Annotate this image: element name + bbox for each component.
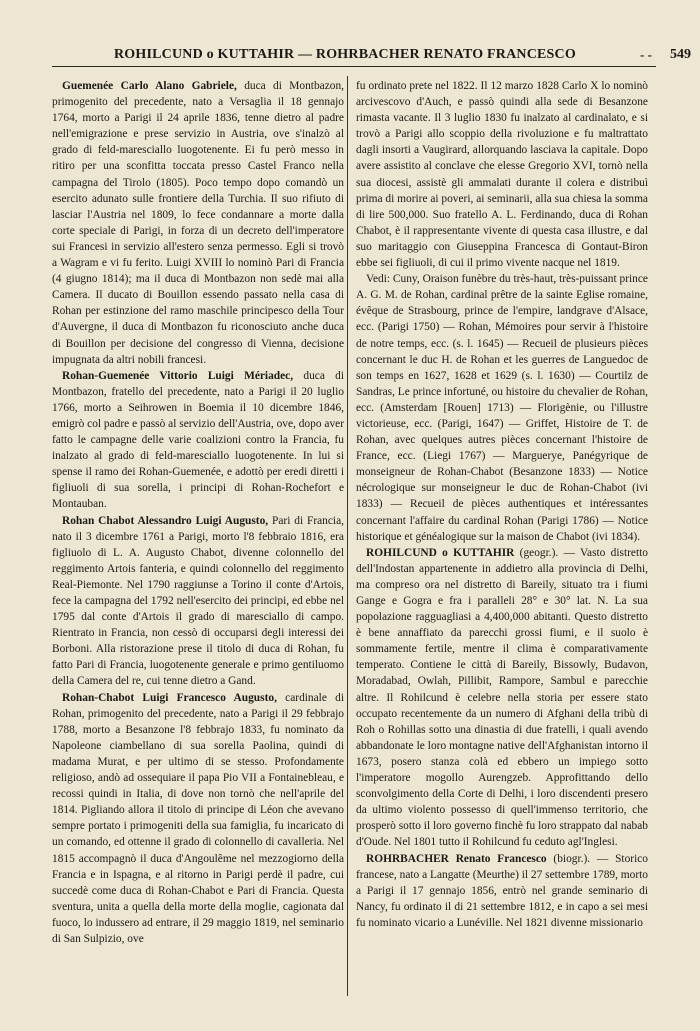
entry-body: duca di Montbazon, fratello del precedente, nato a Parigi il 20 luglio 1766, morto a Seihrowen in Boemia il 10 dicembre 1846, emigrò col padre e passò al servizio dell'Austria, ove, dopo aver fatto le campagne delle varie coalizioni contro la Francia, fu inalzato al grado di feld-maresciallo luogotenente. In lui si spense il ramo dei Rohan-Guemenée, e adottò per eredi diretti i figliuoli di sua sorella, i principi di Rohan-Rochefort e Montauban.: [52, 369, 345, 511]
entry-body: fu ordinato prete nel 1822. Il 12 marzo 1828 Carlo X lo nominò arcivescovo d'Auch, e passò quindi alla sede di Besanzone rimasta vacante. Il 3 luglio 1830 fu inalzato al cardinalato, e si trovò a Parigi allo scoppio della rivoluzione e fu maltrattato dagli insorti a Vaugirard, allorquando lasciava la capitale. Dopo avere assistito al conclave che elesse Gregorio XVI, tornò nella sua diocesi, assistè gli ammalati durante il colera e distribuì prima di morire ai poveri, ai seminarii, alla sua chiesa la somma di lire 500,000. Suo fratello A. L. Ferdinando, duca di Rohan Chabot, è il rappresentante vivente di questa casa illustre, e dal suo maritaggio con Giuseppina Francesca di Gontaut-Biron ebbe sei figliuoli, di cui il primo vivente nacque nel 1819.: [356, 80, 648, 270]
entry-rohan-chabot-alessandro: [52, 513, 344, 690]
left-column: [52, 78, 344, 947]
entry-heading: Rohan-Guemenée Vittorio Luigi Mériadec,: [62, 369, 294, 382]
entry-rohilcund: [356, 545, 648, 851]
entry-bibliography: [356, 271, 648, 545]
entry-continuation: [356, 78, 648, 271]
entry-body: (geogr.). — Vasto distretto dell'Indostan appartenente in addietro alla provincia di Delhi, ma compreso ora nel distretto di Bareily, situato tra i fiumi Gange e Gogra e fra i paralleli 28° e 30° lat. N. La sua popolazione ragguagliasi a 4,400,000 abitanti. Questo distretto è bene annaffiato da parecchi grossi fiumi, e il suolo è sommamente fertile, mentre il clima è comparativamente temperato. Contiene le città di Bareily, Bissowly, Budavon, Moradabad, Owlah, Pillibit, Rampore, Sambul e parecchie altre. Il Rohilcund è celebre nella storia per essere stato occupato recentemente da un numero di Afghani della tribù di Roh o Rohillas sotto una dinastia di due fratelli, i quali avendo abbandonate le loro montagne native dell'Afghanistan intorno il 1673, posero stanza colà ed ebbero un impiego sotto l'imperatore mogollo Aurengzeb. Approfittando dello sconvolgimento della Corte di Delhi, i loro discendenti presero da ultimo violento possesso di quell'immenso territorio, che prosperò sotto il loro governo finchè fu loro strappato dal nabab d'Oude. Nel 1801 tutto il Rohilcund fu ceduto agl'Inglesi.: [356, 546, 649, 849]
entry-rohrbacher: [356, 851, 648, 931]
entry-guemenee-vittorio: [52, 368, 344, 513]
entry-guemenee-carlo: [52, 78, 344, 368]
right-column: [356, 78, 648, 931]
entry-heading: Rohan Chabot Alessandro Luigi Augusto,: [62, 514, 269, 527]
entry-body: (biogr.). — Storico francese, nato a Langatte (Meurthe) il 27 settembre 1789, morto a Parigi il 17 gennajo 1856, entrò nel grande seminario di Nancy, fu ordinato il di 21 settembre 1812, e in capo a sei mesi fu nominato vicario a Lunéville. Nel 1821 divenne missionario: [356, 852, 648, 929]
entry-rohan-chabot-luigi: [52, 690, 344, 948]
entry-body: duca di Montbazon, primogenito del precedente, nato a Versaglia il 18 gennajo 1764, morto a Parigi il 24 aprile 1836, tenne dietro al padre nell'emigrazione e prese servizio in Austria, ove s'inalzò al grado di feld-maresciallo luogotenente. Ei fu però messo in ritiro per una sconfitta toccata presso Castel Franco nella campagna del Tirolo (1805). Poco tempo dopo comandò un esercito adunato sulle frontiere della Turchia. Il suo rifiuto di lasciar l'Austria nel 1809, lo fece condannare a morte dalla corte speciale di Parigi, in forza di un decreto dell'imperatore sui Francesi in servizio all'estero senza permesso. Egli si trovò a Wagram e vi fu ferito. Luigi XVIII lo nominò Pari di Francia (4 giugno 1814); ma il duca di Montbazon non sedè mai alla Camera. Il ducato di Bouillon essendo passato nella casa di Rohan per estinzione del ramo maschile principesco della Tour d'Auvergne, il duca di Montbazon fu riconosciuto anche duca di Bouillon per decisione del congresso di Vienna, decisione impugnata da altri nobili francesi.: [52, 80, 345, 366]
entry-heading: ROHRBACHER Renato Francesco: [366, 852, 547, 865]
entry-body: Pari di Francia, nato il 3 dicembre 1761 a Parigi, morto l'8 febbraio 1816, era figliuolo di L. A. Augusto Chabot, divenne colonnello del reggimento Artois fanteria, e quindi colonnello del reggimento Real-Piemonte. Nel 1790 raggiunse a Torino il conte d'Artois, fece la campagna del 1792 nell'esercito dei principi, ed ebbe nel 1795 dal conte d'Artois il grado di maresciallo di campo. Rientrato in Francia, non cessò di occuparsi degli interessi dei Borboni. Alla ristorazione prese il titolo di duca di Rohan, fu fatto Pari di Francia, luogotenente generale e primo gentiluomo della Camera del re, cui tenne dietro a Gand.: [52, 514, 344, 688]
entry-heading: ROHILCUND o KUTTAHIR: [366, 546, 515, 559]
page-number: 549: [670, 47, 691, 62]
running-head: ROHILCUND o KUTTAHIR — ROHRBACHER RENATO FRANCESCO: [114, 47, 576, 62]
page-header: [52, 46, 691, 67]
column-divider: [347, 76, 348, 996]
entry-body: Vedi: Cuny, Oraison funèbre du très-haut, très-puissant prince A. G. M. de Rohan, cardinal prêtre de la sainte Eglise romaine, évêque de Strasbourg, prince de l'empire, landgrave d'Alsace, ecc. (Parigi 1750) — Rohan, Mémoires pour servir à l'histoire de notre temps, ecc. (s. l. 1645) — Recueil de plusieurs pièces concernant le duc H. de Rohan et les guerres de Languedoc de son temps en 1627, 1628 et 1629 (s. l. 1630) — Courtilz de Sandras, Le prince infortuné, ou histoire du chevalier de Rohan, ecc. (Amsterdam [Rouen] 1713) — Florigènie, ou l'illustre victorieuse, ecc. (Parigi, 1647) — Griffet, Histoire de T. de Rohan, avec quelques autres pièces concernant l'histoire de France, ecc. (Liegi 1767) — Marguerye, Panégyrique de monseigneur de Rohan-Chabot (Besanzone 1833) — Notice nécrologique sur monseigneur le duc de Rohan-Chabot (ivi 1833) — Recueil de pièces authentiques et intéressantes concernant l'affaire du cardinal Rohan (Parigi 1786) — Notice historique et généalogique sur la maison de Chabot (ivi 1834).: [356, 273, 648, 543]
entry-heading: Rohan-Chabot Luigi Francesco Augusto,: [62, 691, 277, 704]
entry-heading: Guemenée Carlo Alano Gabriele,: [62, 80, 237, 92]
entry-body: cardinale di Rohan, primogenito del precedente, nato a Parigi il 29 febbrajo 1788, morto a Besanzone l'8 febbrajo 1833, fu nominato da Napoleone ciambellano di sua sorella Paolina, quindi di madama Murat, e per ultimo di se stesso. Profondamente religioso, andò ad ossequiare il papa Pio VII a Fontainebleau, e recossi quindi in Italia, di dove non tornò che nell'aprile del 1814. Pigliando allora il titolo di principe di Léon che avevano sempre portato i primogeniti della sua famiglia, fu incaricato di un comando, ed ottenne il grado di colonnello di cavalleria. Nel 1815 accompagnò il duca d'Angoulême nel mezzogiorno della Francia e in Ispagna, e al ritorno in Parigi perdè il padre, cui succedè come duca di Rohan-Chabot e Pari di Francia. Questa sventura, unita a quella della morte della moglie, cagionata dal fuoco, lo indussero ad entrare, il 29 maggio 1819, nel seminario di San Sulpizio, ove: [52, 691, 345, 945]
header-dots: - -: [640, 47, 652, 62]
